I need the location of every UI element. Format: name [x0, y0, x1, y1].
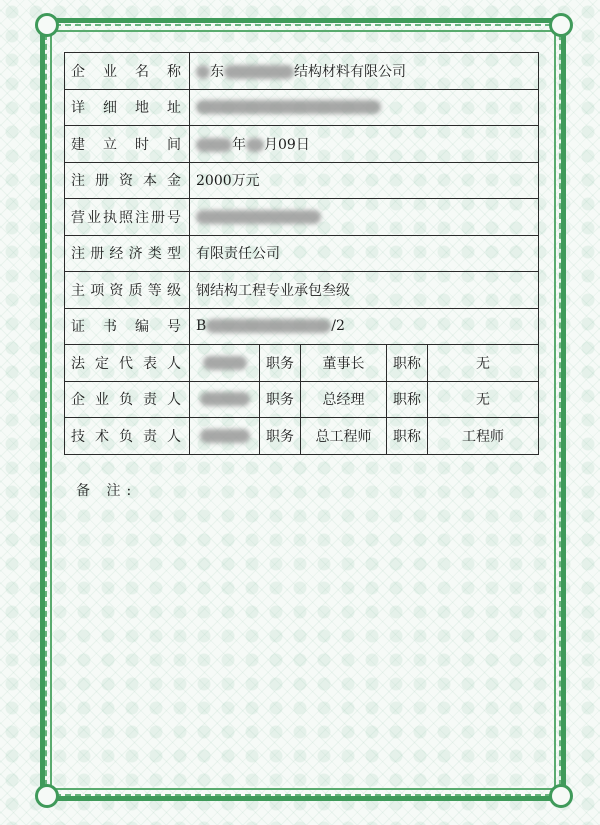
tech-head-title: 工程师: [428, 418, 539, 455]
business-license-value: [190, 199, 539, 236]
registered-capital-value: 2000万元: [190, 162, 539, 199]
tech-head-label: 技术负责人: [65, 418, 190, 455]
position-label: 职务: [260, 345, 301, 382]
legal-rep-label: 法定代表人: [65, 345, 190, 382]
position-label: 职务: [260, 418, 301, 455]
position-label: 职务: [260, 381, 301, 418]
corner-ornament: [549, 784, 573, 808]
table-row: [65, 235, 539, 272]
enterprise-head-name: [190, 381, 260, 418]
redaction-blur: [196, 138, 232, 152]
certificate-number-label: 证书编号: [65, 308, 190, 345]
address-value: [190, 89, 539, 126]
enterprise-head-title: 无: [428, 381, 539, 418]
table-row: [65, 345, 539, 382]
tech-head-position: 总工程师: [301, 418, 387, 455]
legal-rep-name: [190, 345, 260, 382]
table-row: [65, 418, 539, 455]
table-row: [65, 162, 539, 199]
registered-capital-label: 注册资本金: [65, 162, 190, 199]
qualification-level-label: 主项资质等级: [65, 272, 190, 309]
economic-type-value: 有限责任公司: [190, 235, 539, 272]
redaction-blur: [206, 319, 331, 333]
legal-rep-title: 无: [428, 345, 539, 382]
redaction-blur: [246, 138, 264, 152]
established-date-value: 年 月09日: [190, 126, 539, 163]
title-label: 职称: [387, 381, 428, 418]
tech-head-name: [190, 418, 260, 455]
company-name-value: 东 结构材料有限公司: [190, 53, 539, 90]
qualification-level-value: 钢结构工程专业承包叁级: [190, 272, 539, 309]
established-date-label: 建立时间: [65, 126, 190, 163]
address-label: 详细地址: [65, 89, 190, 126]
title-label: 职称: [387, 418, 428, 455]
table-row: [65, 199, 539, 236]
table-row: [65, 308, 539, 345]
redaction-blur: [196, 100, 381, 114]
redaction-blur: [203, 356, 247, 370]
corner-ornament: [549, 13, 573, 37]
economic-type-label: 注册经济类型: [65, 235, 190, 272]
redaction-blur: [196, 210, 321, 224]
legal-rep-position: 董事长: [301, 345, 387, 382]
remarks-label: 备 注:: [76, 483, 138, 499]
redaction-blur: [196, 65, 210, 79]
enterprise-head-label: 企业负责人: [65, 381, 190, 418]
title-label: 职称: [387, 345, 428, 382]
table-row: [65, 53, 539, 90]
table-row: [65, 381, 539, 418]
certificate-table: [64, 52, 539, 455]
redaction-blur: [200, 429, 250, 443]
table-row: [65, 89, 539, 126]
company-name-label: 企业名称: [65, 53, 190, 90]
business-license-label: 营业执照注册号: [65, 199, 190, 236]
enterprise-head-position: 总经理: [301, 381, 387, 418]
corner-ornament: [35, 784, 59, 808]
table-row: [65, 272, 539, 309]
redaction-blur: [200, 392, 250, 406]
redaction-blur: [224, 65, 294, 79]
corner-ornament: [35, 13, 59, 37]
table-row: [65, 126, 539, 163]
certificate-number-value: B /2: [190, 308, 539, 345]
